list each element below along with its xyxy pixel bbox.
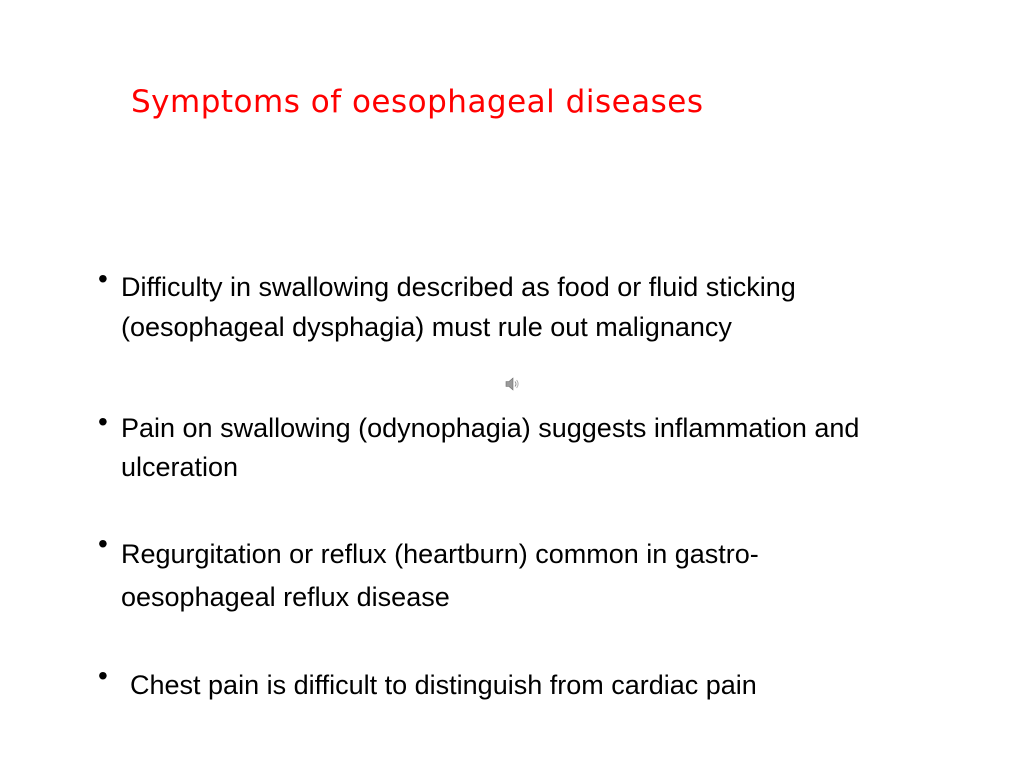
bullet-dot: • — [98, 660, 108, 691]
bullet-dot: • — [98, 406, 108, 437]
bullet-text: Pain on swallowing (odynophagia) suggests inflammation and ulceration — [121, 413, 860, 482]
speaker-icon[interactable] — [504, 376, 520, 392]
bullet-text: Chest pain is difficult to distinguish from cardiac pain — [130, 670, 757, 700]
slide-title: Symptoms of oesophageal diseases — [131, 84, 704, 120]
bullet-item — [98, 406, 958, 487]
bullet-item — [98, 263, 958, 347]
bullet-list — [98, 0, 958, 768]
bullet-dot: • — [98, 528, 108, 559]
bullet-text: Difficulty in swallowing described as food or fluid sticking (oesophageal dysphagia) must rule out malignancy — [121, 272, 796, 342]
bullet-item — [98, 660, 958, 705]
bullet-dot: • — [98, 263, 108, 294]
bullet-item — [98, 528, 958, 619]
bullet-text: Regurgitation or reflux (heartburn) common in gastro-oesophageal reflux disease — [121, 539, 759, 612]
